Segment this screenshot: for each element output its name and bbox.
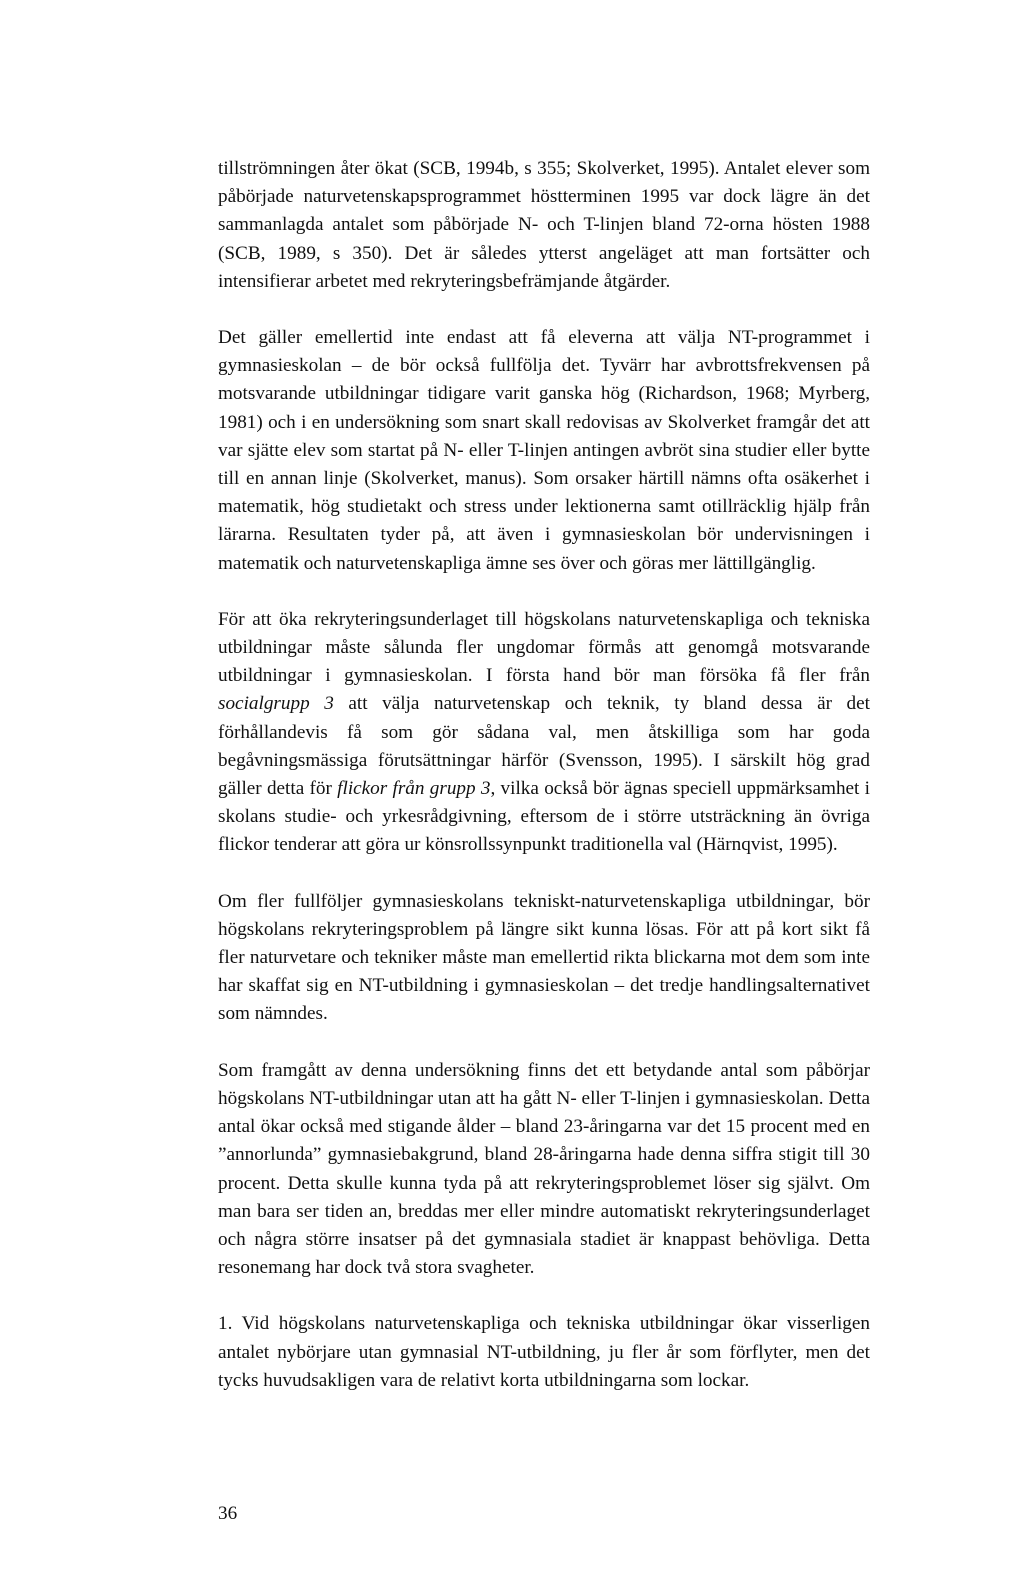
paragraph-6 bbox=[218, 1310, 870, 1395]
text-segment: Det gäller emellertid inte endast att få eleverna att välja NT-programmet i gymnasieskolan – de bör också fullfölja det. Tyvärr har avbrottsfrekvensen på motsvarande utbildningar tidigare varit ganska hög (Richardson, 1968; Myrberg, 1981) och i en undersökning som snart skall redovisas av Skolverket framgår det att var sjätte elev som startat på N- eller T-linjen antingen avbröt sina studier eller bytte till en annan linje (Skolverket, manus). Som orsaker härtill nämns ofta osäkerhet i matematik, hög studietakt och stress under lektionerna samt otillräcklig hjälp från lärarna. Resultaten tyder på, att även i gymnasieskolan bör undervisningen i matematik och naturvetenskapliga ämne ses över och göras mer lättillgänglig. bbox=[218, 327, 870, 574]
paragraph-3 bbox=[218, 606, 870, 860]
text-segment: 1. Vid högskolans naturvetenskapliga och tekniska utbildningar ökar visserligen antalet nybörjare utan gymnasial NT-utbildning, ju fler år som förflyter, men det tycks huvudsakligen vara de relativt korta utbildningarna som lockar. bbox=[218, 1313, 870, 1391]
paragraph-4 bbox=[218, 888, 870, 1029]
italic-term-socialgrupp: socialgrupp 3 bbox=[218, 693, 334, 715]
text-segment: att välja naturvetenskap och teknik, ty bland dessa är det förhållandevis få som gör sådana val, men åtskilliga som har goda begåvningsmässiga förutsättningar härför (Svensson, 1995). I särskilt hög grad gäller detta för bbox=[218, 693, 870, 800]
text-segment: Som framgått av denna undersökning finns det ett betydande antal som påbörjar högskolans NT-utbildningar utan att ha gått N- eller T-linjen i gymnasieskolan. Detta antal ökar också med stigande ålder – bland 23-åringarna var det 15 procent med en ”annorlunda” gymnasiebakgrund, bland 28-åringarna hade denna siffra stigit till 30 procent. Detta skulle kunna tyda på att rekryteringsproblemet löser sig självt. Om man bara ser tiden an, breddas mer eller mindre automatiskt rekryteringsunderlaget och några större insatser på det gymnasiala stadiet är knappast behövliga. Detta resonemang har dock två stora svagheter. bbox=[218, 1059, 870, 1279]
paragraph-1 bbox=[218, 155, 870, 296]
text-segment: Om fler fullföljer gymnasieskolans tekniskt-naturvetenskapliga utbildningar, bör högskolans rekryteringsproblem på längre sikt kunna lösas. För att på kort sikt få fler naturvetare och tekniker måste man emellertid rikta blickarna mot dem som inte har skaffat sig en NT-utbildning i gymnasieskolan – det tredje handlingsalternativet som nämndes. bbox=[218, 890, 870, 1025]
page-number: 36 bbox=[218, 1503, 238, 1524]
text-segment: tillströmningen åter ökat (SCB, 1994b, s 355; Skolverket, 1995). Antalet elever som påbörjade naturvetenskapsprogrammet höstterminen 1995 var dock lägre än det sammanlagda antalet som påbörjade N- och T-linjen bland 72-orna hösten 1988 (SCB, 1989, s 350). Det är således ytterst angeläget att man fortsätter och intensifierar arbetet med rekryteringsbefrämjande åtgärder. bbox=[218, 158, 870, 292]
text-segment: För att öka rekryteringsunderlaget till högskolans naturvetenskapliga och tekniska utbildningar måste sålunda fler ungdomar förmås att genomgå motsvarande utbildningar i gymnasieskolan. I första hand bör man försöka få fler från bbox=[218, 608, 870, 687]
text-segment: , vilka också bör ägnas speciell uppmärksamhet i skolans studie- och yrkesrådgivning, eftersom de i större utsträckning än övriga flickor tenderar att göra ur könsrollssynpunkt traditionella val (Härnqvist, 1995). bbox=[218, 778, 870, 856]
italic-term-flickor: flickor från grupp 3 bbox=[337, 778, 491, 800]
paragraph-5 bbox=[218, 1057, 870, 1283]
body-text bbox=[218, 155, 870, 1395]
paragraph-2 bbox=[218, 324, 870, 578]
